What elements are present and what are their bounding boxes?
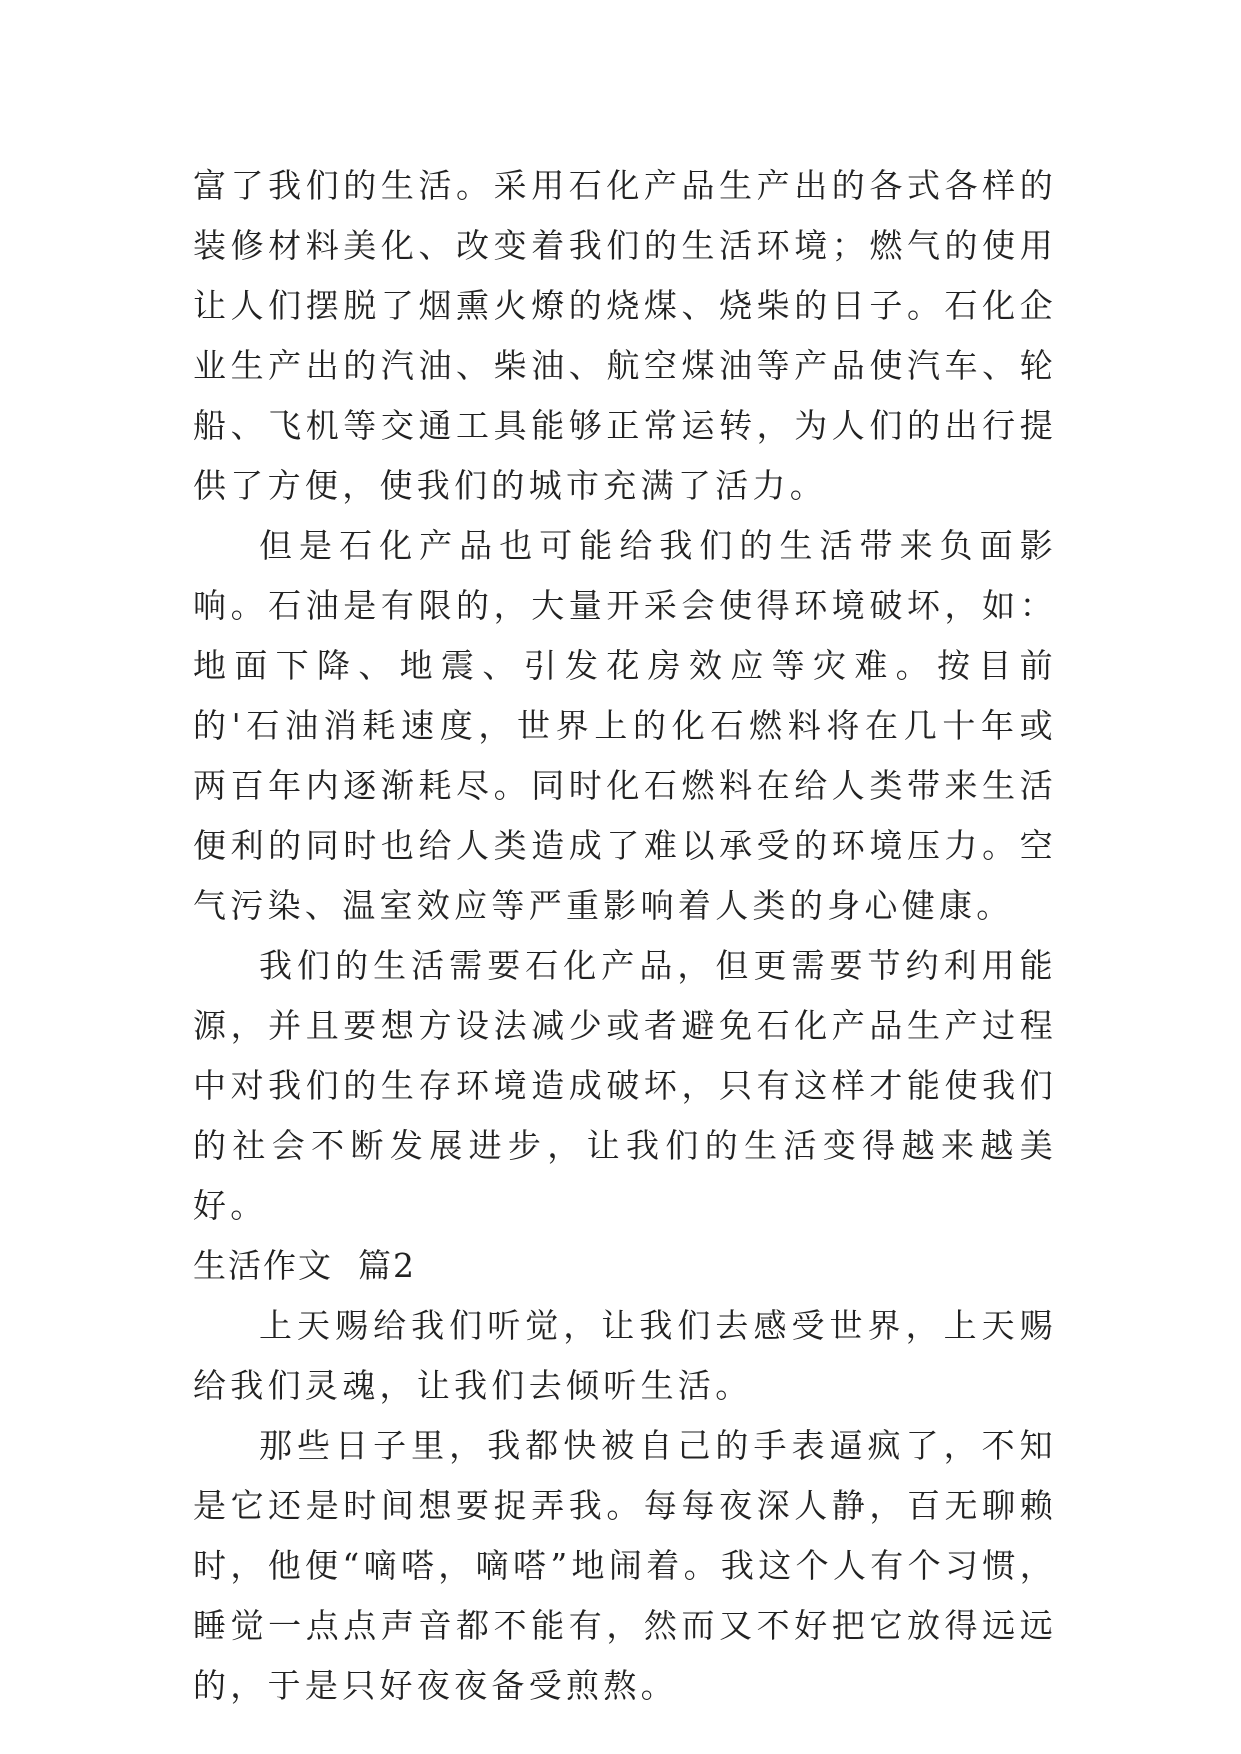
paragraph: 那些日子里，我都快被自己的手表逼疯了，不知是它还是时间想要捉弄我。每每夜深人静，百无聊赖时，他便“嘀嗒，嘀嗒”地闹着。我这个人有个习惯，睡觉一点点声音都不能有，然而又不好把它放得远远的，于是只好夜夜备受煎熬。 bbox=[193, 1426, 1057, 1705]
section-heading: 生活作文 篇2 bbox=[193, 1246, 416, 1285]
paragraph-continued: 富了我们的生活。采用石化产品生产出的各式各样的装修材料美化、改变着我们的生活环境；燃气的使用让人们摆脱了烟熏火燎的烧煤、烧柴的日子。石化企业生产出的汽油、柴油、航空煤油等产品使汽车、轮船、飞机等交通工具能够正常运转，为人们的出行提供了方便，使我们的城市充满了活力。 bbox=[193, 166, 1057, 505]
paragraph: 我们的生活需要石化产品，但更需要节约利用能源，并且要想方设法减少或者避免石化产品生产过程中对我们的生存环境造成破坏，只有这样才能使我们的社会不断发展进步，让我们的生活变得越来越美好。 bbox=[193, 946, 1057, 1225]
paragraph: 但是石化产品也可能给我们的生活带来负面影响。石油是有限的，大量开采会使得环境破坏，如：地面下降、地震、引发花房效应等灾难。按目前的'石油消耗速度，世界上的化石燃料将在几十年或两百年内逐渐耗尽。同时化石燃料在给人类带来生活便利的同时也给人类造成了难以承受的环境压力。空气污染、温室效应等严重影响着人类的身心健康。 bbox=[193, 526, 1057, 925]
paragraph: 上天赐给我们听觉，让我们去感受世界，上天赐给我们灵魂，让我们去倾听生活。 bbox=[193, 1306, 1057, 1405]
document-body bbox=[193, 156, 1057, 1716]
